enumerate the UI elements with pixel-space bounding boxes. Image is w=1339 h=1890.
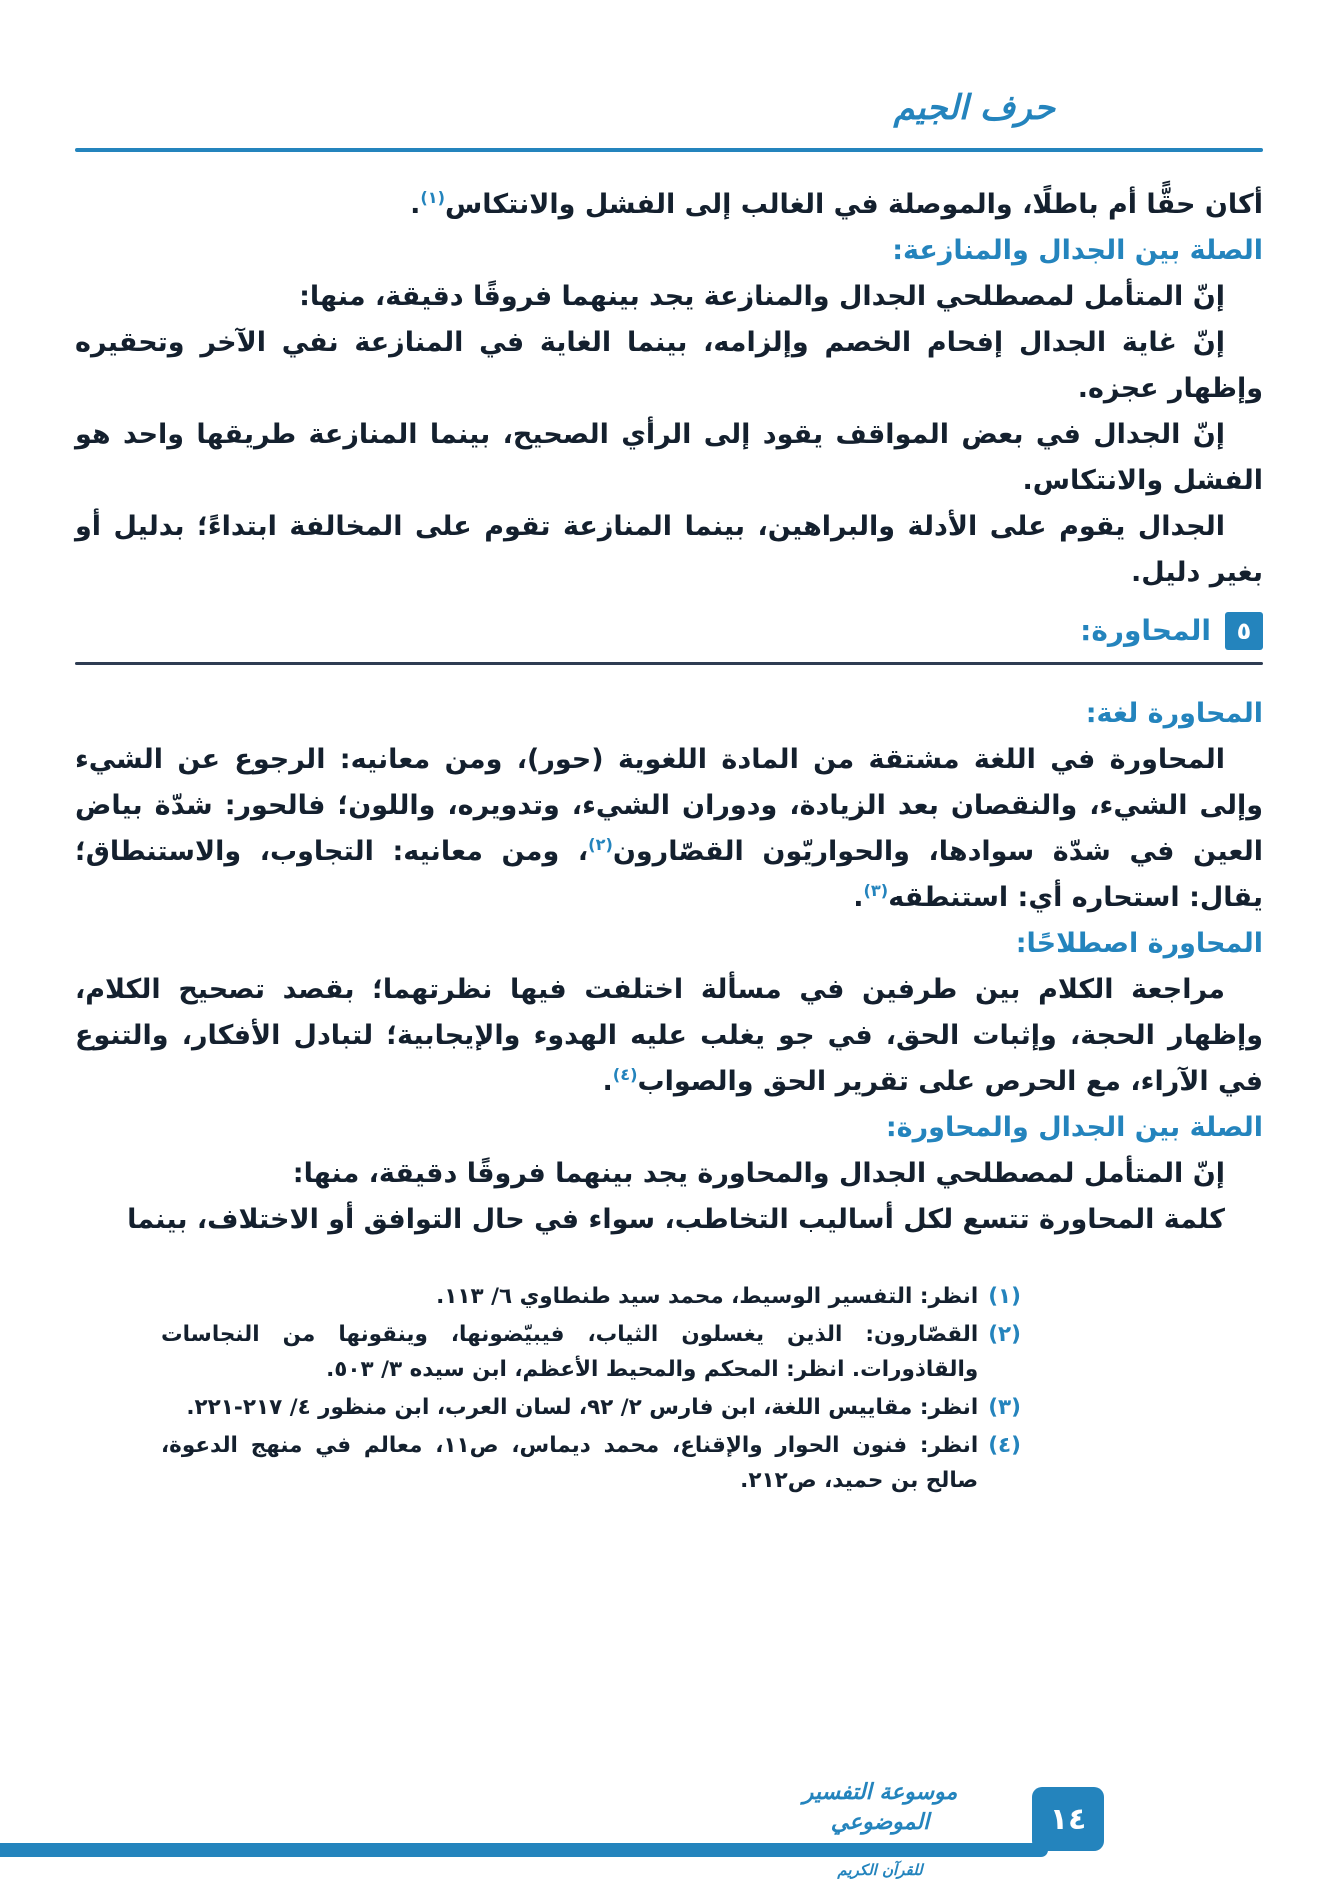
footnote-number: (٢) bbox=[988, 1322, 1021, 1347]
footnote-text: انظر: فنون الحوار والإقناع، محمد ديماس، ص١١، معالم في منهج الدعوة، صالح بن حميد، ص٢١٢. bbox=[161, 1433, 979, 1493]
subheading-muhawara-lugha: المحاورة لغة: bbox=[1085, 698, 1263, 729]
paragraph-difference-1: إنّ غاية الجدال إفحام الخصم وإلزامه، بينما الغاية في المنازعة نفي الآخر وتحقيره وإظهار عجزه. bbox=[75, 327, 1263, 404]
footnote-item bbox=[161, 1390, 1021, 1425]
section-heading bbox=[75, 610, 1263, 652]
section-number-badge: ٥ bbox=[1225, 612, 1263, 650]
footnote-item bbox=[161, 1317, 1021, 1387]
footnote-text: انظر: مقاييس اللغة، ابن فارس ٢/ ٩٢، لسان العرب، ابن منظور ٤/ ٢١٧-٢٢١. bbox=[186, 1395, 979, 1420]
paragraph-difference-3: الجدال يقوم على الأدلة والبراهين، بينما المنازعة تقوم على المخالفة ابتداءً؛ بدليل أو بغير دليل. bbox=[75, 511, 1263, 588]
page-number-badge: ١٤ bbox=[1032, 1787, 1104, 1851]
footnote-text: القصّارون: الذين يغسلون الثياب، فيبيّضونها، وينقونها من النجاسات والقاذورات. انظر: المحكم والمحيط الأعظم، ابن سيده ٣/ ٥٠٣. bbox=[161, 1322, 979, 1382]
footnote-number: (١) bbox=[988, 1284, 1021, 1309]
chapter-header: حرف الجيم bbox=[893, 88, 1055, 128]
subheading-relation-jadal-muhawara: الصلة بين الجدال والمحاورة: bbox=[885, 1112, 1263, 1143]
subheading-muhawara-istilah: المحاورة اصطلاحًا: bbox=[1015, 928, 1263, 959]
series-logo-subtitle: للقرآن الكريم bbox=[837, 1861, 923, 1879]
footnote-number: (٤) bbox=[988, 1433, 1021, 1458]
series-logo-title: موسوعة التفسير الموضوعي bbox=[802, 1780, 958, 1835]
footnotes-section bbox=[161, 1279, 1021, 1498]
paragraph-relation2-intro: إنّ المتأمل لمصطلحي الجدال والمحاورة يجد بينهما فروقًا دقيقة، منها: bbox=[292, 1158, 1225, 1189]
section-rule bbox=[75, 662, 1263, 665]
paragraph-relation2-item: كلمة المحاورة تتسع لكل أساليب التخاطب، سواء في حال التوافق أو الاختلاف، بينما bbox=[127, 1204, 1225, 1235]
footnote-item bbox=[161, 1428, 1021, 1498]
footer-bar bbox=[0, 1843, 1048, 1857]
paragraph-relation-intro: إنّ المتأمل لمصطلحي الجدال والمنازعة يجد بينهما فروقًا دقيقة، منها: bbox=[299, 281, 1225, 312]
paragraph-muhawara-lugha: المحاورة في اللغة مشتقة من المادة اللغوية (حور)، ومن معانيه: الرجوع عن الشيء وإلى الشيء، والنقصان بعد الزيادة، ودوران الشيء، وتدويره، واللون؛ فالحور: شدّة بياض العين في شدّة سوادها، والحواريّون القصّارون$^{(٢)}$، ومن معانيه: التجاوب، والاستنطاق؛ يقال: استحاره أي: استنطقه$^{(٣)}$. bbox=[75, 744, 1263, 913]
subheading-relation-jadal-munazaa: الصلة بين الجدال والمنازعة: bbox=[892, 235, 1263, 266]
page-content bbox=[75, 182, 1263, 1501]
header-rule bbox=[75, 148, 1263, 152]
section-title: المحاورة: bbox=[1080, 614, 1211, 647]
footnote-item bbox=[161, 1279, 1021, 1314]
paragraph-difference-2: إنّ الجدال في بعض المواقف يقود إلى الرأي الصحيح، بينما المنازعة طريقها واحد هو الفشل والانتكاس. bbox=[75, 419, 1263, 496]
paragraph-muhawara-istilah: مراجعة الكلام بين طرفين في مسألة اختلفت فيها نظرتهما؛ بقصد تصحيح الكلام، وإظهار الحجة، وإثبات الحق، في جو يغلب عليه الهدوء والإيجابية؛ لتبادل الأفكار، والتنوع في الآراء، مع الحرص على تقرير الحق والصواب$^{(٤)}$. bbox=[75, 974, 1263, 1097]
footnote-text: انظر: التفسير الوسيط، محمد سيد طنطاوي ٦/ ١١٣. bbox=[436, 1284, 979, 1309]
footnote-number: (٣) bbox=[988, 1395, 1021, 1420]
paragraph-intro-continuation: أكان حقًّا أم باطلًا، والموصلة في الغالب إلى الفشل والانتكاس$^{(١)}$. bbox=[410, 188, 1263, 220]
